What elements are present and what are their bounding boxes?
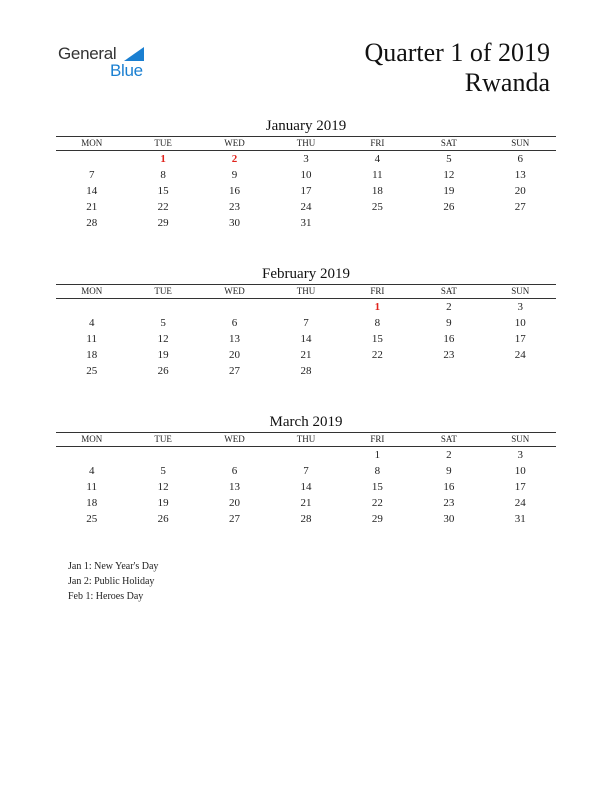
day-cell: 31 <box>300 217 312 229</box>
weekday-header: FRI <box>342 285 413 299</box>
day-cell: 31 <box>514 513 526 525</box>
week-row <box>56 167 556 183</box>
logo-text-general: General <box>58 44 117 63</box>
generalblue-logo <box>58 44 158 84</box>
week-row <box>56 495 556 511</box>
day-cell: 2 <box>446 449 452 461</box>
day-cell: 8 <box>374 465 381 477</box>
day-cell: 15 <box>371 333 383 345</box>
day-cell: 3 <box>517 301 524 313</box>
day-cell: 20 <box>229 497 241 509</box>
day-cell: 27 <box>229 513 241 525</box>
weekday-header: WED <box>199 433 270 447</box>
day-cell: 30 <box>229 217 241 229</box>
weekday-header: SUN <box>485 433 556 447</box>
day-cell: 30 <box>443 513 455 525</box>
week-row <box>56 315 556 331</box>
day-cell: 19 <box>157 349 169 361</box>
day-cell: 28 <box>86 217 98 229</box>
day-cell: 21 <box>300 349 312 361</box>
weekday-header: SUN <box>485 285 556 299</box>
day-cell: 7 <box>88 169 95 181</box>
month-calendar-march <box>56 412 556 527</box>
day-cell: 5 <box>446 153 452 165</box>
month-calendar-january <box>56 116 556 231</box>
day-cell: 6 <box>231 317 238 329</box>
month-title: March 2019 <box>269 414 343 430</box>
day-cell: 1 <box>374 449 381 461</box>
day-cell: 28 <box>300 513 312 525</box>
day-cell: 5 <box>160 317 166 329</box>
empty-day-cell <box>127 447 198 464</box>
calendar-grid <box>56 136 556 231</box>
weekday-header: MON <box>56 433 127 447</box>
empty-day-cell <box>413 363 484 379</box>
week-row <box>56 511 556 527</box>
day-cell: 22 <box>371 349 383 361</box>
day-cell: 11 <box>372 169 383 181</box>
day-cell: 26 <box>157 365 169 377</box>
week-row <box>56 183 556 199</box>
weekday-header: THU <box>270 285 341 299</box>
month-title: January 2019 <box>265 118 347 134</box>
day-cell: 18 <box>86 497 98 509</box>
weekday-header: TUE <box>127 433 198 447</box>
day-cell: 11 <box>86 481 97 493</box>
day-cell: 22 <box>157 201 169 213</box>
day-cell: 12 <box>157 333 169 345</box>
day-cell: 13 <box>229 333 241 345</box>
day-cell: 22 <box>371 497 383 509</box>
weekday-header-row <box>56 285 556 299</box>
day-cell: 18 <box>371 185 383 197</box>
day-cell: 29 <box>157 217 169 229</box>
empty-day-cell <box>199 299 270 316</box>
day-cell: 13 <box>229 481 241 493</box>
day-cell: 5 <box>160 465 166 477</box>
day-cell: 4 <box>88 465 95 477</box>
day-cell: 19 <box>157 497 169 509</box>
day-cell: 10 <box>514 317 526 329</box>
day-cell: 16 <box>443 481 455 493</box>
day-cell: 2 <box>231 153 238 165</box>
day-cell: 3 <box>303 153 309 165</box>
day-cell: 7 <box>303 465 309 477</box>
calendar-grid <box>56 284 556 379</box>
day-cell: 9 <box>446 317 452 329</box>
day-cell: 8 <box>160 169 166 181</box>
day-cell: 23 <box>443 497 455 509</box>
empty-day-cell <box>56 151 127 168</box>
weekday-header: WED <box>199 285 270 299</box>
weekday-header: FRI <box>342 433 413 447</box>
weekday-header-row <box>56 433 556 447</box>
weekday-header: WED <box>199 137 270 151</box>
title-country: Rwanda <box>464 68 550 97</box>
day-cell: 2 <box>446 301 452 313</box>
day-cell: 27 <box>229 365 241 377</box>
week-row <box>56 363 556 379</box>
day-cell: 28 <box>300 365 312 377</box>
day-cell: 6 <box>231 465 238 477</box>
month-title: February 2019 <box>262 266 350 282</box>
weekday-header: THU <box>270 433 341 447</box>
day-cell: 14 <box>300 481 312 493</box>
day-cell: 3 <box>517 449 524 461</box>
week-row <box>56 447 556 464</box>
day-cell: 9 <box>231 169 238 181</box>
empty-day-cell <box>342 363 413 379</box>
day-cell: 4 <box>374 153 381 165</box>
week-row <box>56 199 556 215</box>
week-row <box>56 463 556 479</box>
empty-day-cell <box>127 299 198 316</box>
day-cell: 8 <box>374 317 381 329</box>
weekday-header: THU <box>270 137 341 151</box>
day-cell: 21 <box>300 497 312 509</box>
day-cell: 25 <box>86 513 98 525</box>
empty-day-cell <box>485 215 556 231</box>
day-cell: 16 <box>229 185 241 197</box>
empty-day-cell <box>342 215 413 231</box>
day-cell: 20 <box>514 185 526 197</box>
day-cell: 24 <box>300 201 312 213</box>
weekday-header: FRI <box>342 137 413 151</box>
week-row <box>56 215 556 231</box>
holiday-notes <box>68 559 158 604</box>
week-row <box>56 331 556 347</box>
empty-day-cell <box>413 215 484 231</box>
weekday-header-row <box>56 137 556 151</box>
day-cell: 16 <box>443 333 455 345</box>
day-cell: 26 <box>443 201 455 213</box>
empty-day-cell <box>56 299 127 316</box>
empty-day-cell <box>199 447 270 464</box>
weekday-header: MON <box>56 137 127 151</box>
day-cell: 11 <box>86 333 97 345</box>
day-cell: 26 <box>157 513 169 525</box>
weekday-header: SAT <box>413 433 484 447</box>
day-cell: 10 <box>300 169 312 181</box>
weekday-header: TUE <box>127 137 198 151</box>
day-cell: 14 <box>86 185 98 197</box>
day-cell: 14 <box>300 333 312 345</box>
week-row <box>56 347 556 363</box>
day-cell: 4 <box>88 317 95 329</box>
day-cell: 25 <box>86 365 98 377</box>
day-cell: 23 <box>229 201 241 213</box>
day-cell: 12 <box>157 481 169 493</box>
empty-day-cell <box>485 363 556 379</box>
calendar-grid <box>56 432 556 527</box>
day-cell: 25 <box>371 201 383 213</box>
day-cell: 18 <box>86 349 98 361</box>
page-title <box>364 38 550 98</box>
weekday-header: SAT <box>413 285 484 299</box>
holiday-note: Jan 1: New Year's Day <box>68 561 159 572</box>
week-row <box>56 299 556 316</box>
day-cell: 21 <box>86 201 98 213</box>
day-cell: 27 <box>514 201 526 213</box>
day-cell: 19 <box>443 185 455 197</box>
month-calendar-february <box>56 264 556 379</box>
weekday-header: TUE <box>127 285 198 299</box>
day-cell: 6 <box>517 153 524 165</box>
day-cell: 17 <box>300 185 312 197</box>
day-cell: 15 <box>157 185 169 197</box>
day-cell: 1 <box>374 301 381 313</box>
empty-day-cell <box>270 299 341 316</box>
day-cell: 29 <box>371 513 383 525</box>
weekday-header: SUN <box>485 137 556 151</box>
day-cell: 1 <box>160 153 166 165</box>
day-cell: 24 <box>514 497 526 509</box>
weekday-header: SAT <box>413 137 484 151</box>
day-cell: 10 <box>514 465 526 477</box>
day-cell: 23 <box>443 349 455 361</box>
day-cell: 7 <box>303 317 309 329</box>
day-cell: 12 <box>443 169 455 181</box>
day-cell: 20 <box>229 349 241 361</box>
logo-text-blue: Blue <box>110 61 143 80</box>
day-cell: 9 <box>446 465 452 477</box>
holiday-note: Jan 2: Public Holiday <box>68 576 155 587</box>
day-cell: 24 <box>514 349 526 361</box>
day-cell: 13 <box>514 169 526 181</box>
weekday-header: MON <box>56 285 127 299</box>
title-quarter: Quarter 1 of 2019 <box>364 38 550 67</box>
empty-day-cell <box>56 447 127 464</box>
day-cell: 17 <box>514 481 526 493</box>
day-cell: 17 <box>514 333 526 345</box>
holiday-note: Feb 1: Heroes Day <box>68 591 144 602</box>
empty-day-cell <box>270 447 341 464</box>
logo-triangle-icon <box>124 47 144 61</box>
day-cell: 15 <box>371 481 383 493</box>
week-row <box>56 479 556 495</box>
week-row <box>56 151 556 168</box>
